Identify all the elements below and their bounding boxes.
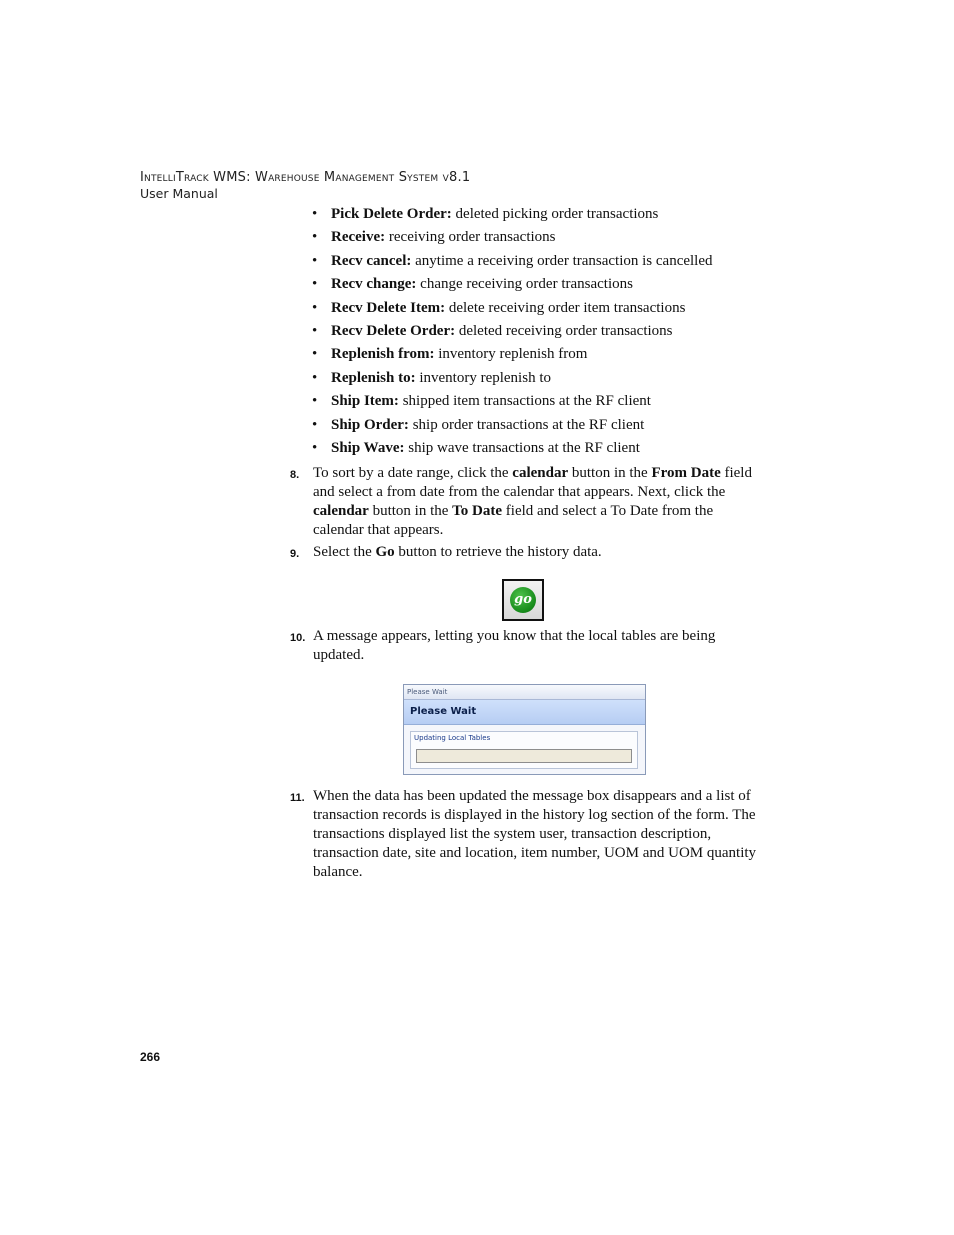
please-wait-dialog: [403, 684, 646, 775]
list-item: • Pick Delete Order: deleted picking order transactions: [312, 206, 659, 222]
step-8: [290, 464, 760, 540]
list-item: • Recv change: change receiving order transactions: [312, 276, 633, 293]
step-text: A message appears, letting you know that the local tables are being updated.: [313, 628, 716, 663]
list-item: • Ship Order: ship order transactions at the RF client: [312, 416, 645, 433]
step-text: When the data has been updated the message box disappears and a list of transaction records is displayed in the history log section of the form. The transactions displayed list the system user, transaction description, transaction date, site and location, item number, UOM and UOM quantity balance.: [313, 788, 757, 880]
progress-bar: [416, 749, 632, 763]
progress-group: [410, 731, 638, 769]
step-9: [290, 543, 760, 562]
step-text: Select the Go button to retrieve the history data.: [313, 544, 602, 560]
list-item: • Recv Delete Order: deleted receiving order transactions: [312, 322, 673, 339]
transaction-type-list: [312, 205, 772, 462]
go-icon: go: [510, 587, 536, 613]
step-10: [290, 627, 760, 665]
go-button[interactable]: [502, 579, 544, 621]
step-number: 9.: [290, 548, 300, 560]
list-item: • Replenish to: inventory replenish to: [312, 369, 551, 386]
list-item: • Recv Delete Item: delete receiving order item transactions: [312, 299, 686, 316]
page-number: 266: [140, 1050, 161, 1064]
list-item: • Ship Wave: ship wave transactions at the RF client: [312, 439, 640, 456]
list-item: • Ship Item: shipped item transactions at the RF client: [312, 393, 651, 410]
list-item: • Replenish from: inventory replenish from: [312, 346, 588, 363]
document-title: IntelliTrack WMS: Warehouse Management System v8.1: [140, 170, 471, 185]
step-number: 10.: [290, 632, 306, 644]
document-subtitle: User Manual: [140, 186, 218, 201]
step-text: To sort by a date range, click the calendar button in the From Date field and select a from date from the calendar that appears. Next, click the calendar button in the To Date field and select a To Date from the calendar that appears.: [313, 465, 752, 538]
dialog-window-title: Please Wait: [404, 685, 645, 700]
step-number: 8.: [290, 469, 300, 481]
list-item: • Receive: receiving order transactions: [312, 229, 556, 246]
list-item: • Recv cancel: anytime a receiving order transaction is cancelled: [312, 252, 713, 269]
dialog-heading: Please Wait: [404, 700, 645, 725]
step-number: 11.: [290, 792, 305, 804]
step-11: [290, 787, 760, 882]
running-header: [140, 170, 470, 202]
progress-label: Updating Local Tables: [414, 734, 491, 742]
